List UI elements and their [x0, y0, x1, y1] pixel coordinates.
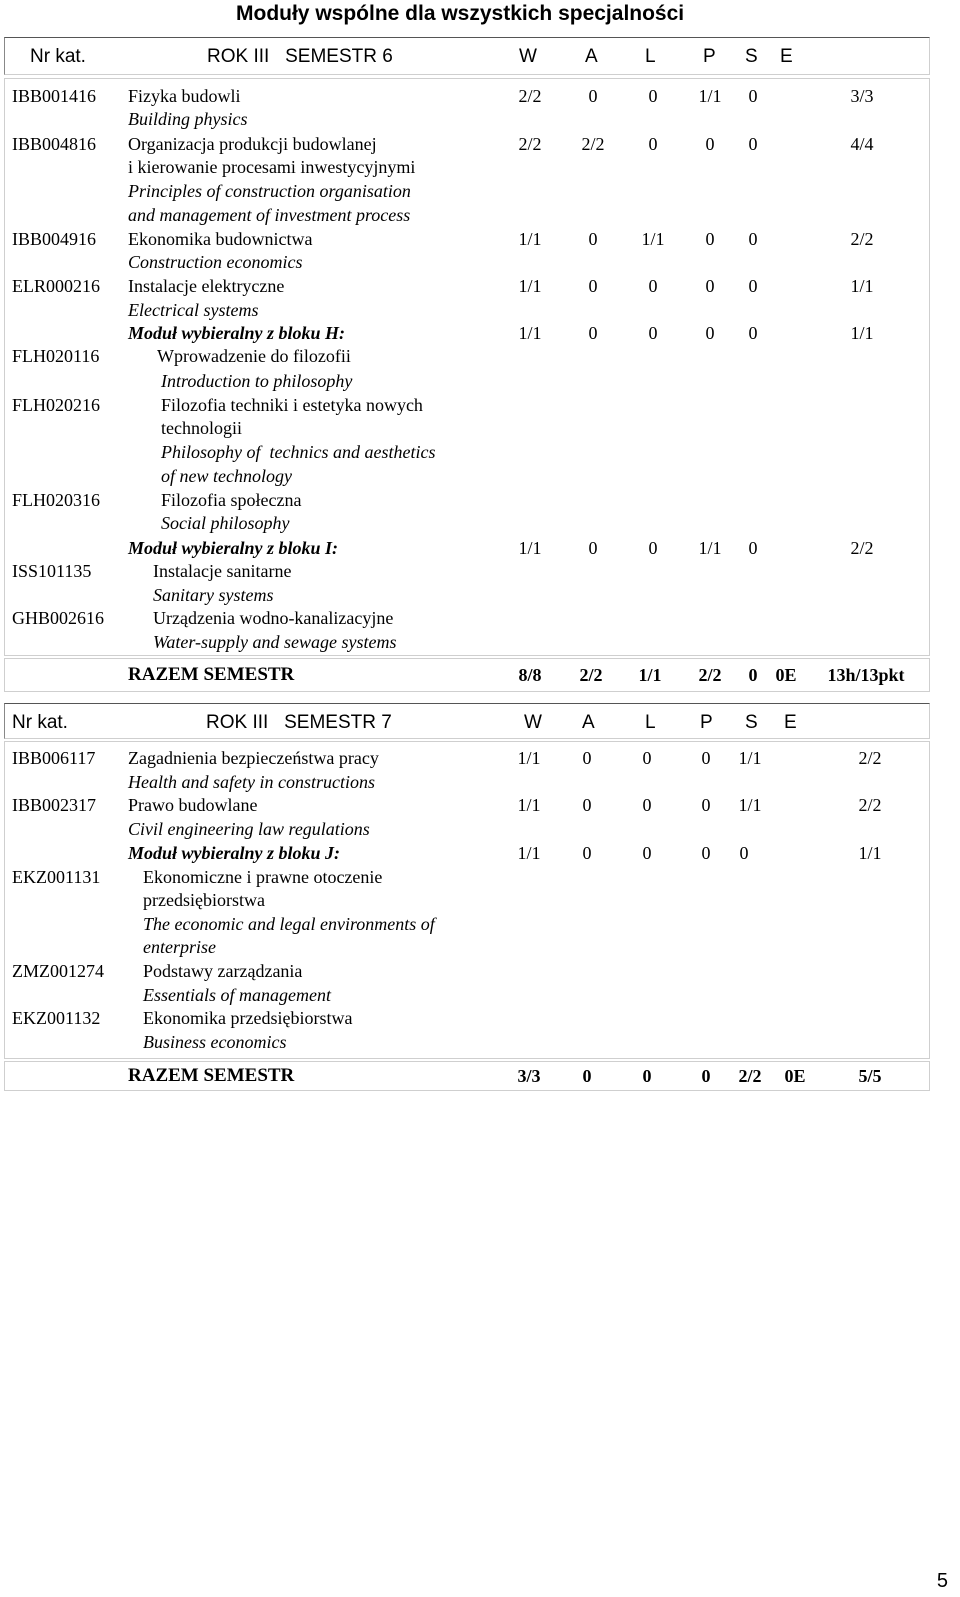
s7-code: EKZ001132: [12, 1008, 101, 1028]
course-title: i kierowanie procesami inwestycyjnymi: [128, 157, 416, 177]
course-title: Ekonomika przedsiębiorstwa: [143, 1008, 353, 1028]
s6-code: FLH020216: [12, 395, 101, 415]
value-a: 0: [582, 748, 592, 768]
s6-code: ELR000216: [12, 276, 100, 296]
s6-header-s: S: [745, 46, 758, 67]
s7-header-semester: ROK III SEMESTR 7: [206, 712, 392, 733]
value-p: 0: [705, 229, 715, 249]
course-title: Podstawy zarządzania: [143, 961, 303, 981]
value-a: 0: [582, 795, 592, 815]
course-title-en: Civil engineering law regulations: [128, 819, 370, 839]
total-label: RAZEM SEMESTR: [128, 664, 295, 685]
total-e: 0E: [784, 1066, 806, 1086]
value-w: 1/1: [517, 748, 541, 768]
value-a: 0: [588, 86, 598, 106]
value-s: 0: [748, 229, 758, 249]
s6-header-e: E: [780, 46, 793, 67]
course-title-en: Sanitary systems: [153, 585, 274, 605]
value-a: 0: [588, 323, 598, 343]
course-title-en: and management of investment process: [128, 205, 411, 225]
value-a: 0: [588, 229, 598, 249]
value-p: 0: [701, 843, 711, 863]
course-title: Filozofia techniki i estetyka nowych: [161, 395, 423, 415]
s6-code: IBB004816: [12, 134, 97, 154]
course-title-en: Principles of construction organisation: [128, 181, 411, 201]
value-a: 0: [588, 538, 598, 558]
value-ects: 2/2: [858, 795, 882, 815]
course-title-en: Water-supply and sewage systems: [153, 632, 397, 652]
value-l: 0: [648, 538, 658, 558]
total-e: 0E: [775, 665, 797, 685]
s7-header-w: W: [524, 712, 542, 733]
page-title: Moduły wspólne dla wszystkich specjalności: [236, 2, 685, 25]
value-w: 1/1: [518, 538, 542, 558]
value-l: 0: [642, 795, 652, 815]
s7-header-p: P: [700, 712, 713, 733]
s6-header-semester: ROK III SEMESTR 6: [207, 46, 393, 67]
course-title: przedsiębiorstwa: [143, 890, 265, 910]
total-p: 2/2: [698, 665, 722, 685]
s7-code: IBB006117: [12, 748, 96, 768]
total-label: RAZEM SEMESTR: [128, 1065, 295, 1086]
value-ects: 3/3: [850, 86, 874, 106]
s6-header-w: W: [519, 46, 537, 67]
total-l: 0: [642, 1066, 652, 1086]
value-s: 0: [748, 134, 758, 154]
course-title: Filozofia społeczna: [161, 490, 302, 510]
s6-header-nrkat: Nr kat.: [30, 46, 86, 67]
course-title: Urządzenia wodno-kanalizacyjne: [153, 608, 394, 628]
value-p: 0: [701, 748, 711, 768]
elective-block-heading: Moduł wybieralny z bloku H:: [128, 323, 346, 343]
course-title: technologii: [161, 418, 242, 438]
s6-code: FLH020116: [12, 346, 100, 366]
value-p: 0: [701, 795, 711, 815]
course-title-en: Building physics: [128, 109, 248, 129]
value-s: 0: [748, 323, 758, 343]
course-title: Wprowadzenie do filozofii: [157, 346, 351, 366]
value-s: 0: [748, 276, 758, 296]
value-ects: 1/1: [858, 843, 882, 863]
course-title-en: enterprise: [143, 937, 216, 957]
course-title: Ekonomiczne i prawne otoczenie: [143, 867, 383, 887]
value-w: 1/1: [517, 843, 541, 863]
total-s: 2/2: [738, 1066, 762, 1086]
value-l: 0: [648, 86, 658, 106]
s6-code: FLH020316: [12, 490, 101, 510]
s6-header-p: P: [703, 46, 716, 67]
course-title: Ekonomika budownictwa: [128, 229, 313, 249]
total-p: 0: [701, 1066, 711, 1086]
value-s: 0: [748, 86, 758, 106]
total-l: 1/1: [638, 665, 662, 685]
value-a: 0: [588, 276, 598, 296]
course-title-en: Electrical systems: [128, 300, 259, 320]
s7-code: EKZ001131: [12, 867, 101, 887]
s7-code: IBB002317: [12, 795, 97, 815]
course-title-en: Introduction to philosophy: [161, 371, 353, 391]
value-w: 2/2: [518, 86, 542, 106]
course-title-en: Philosophy of technics and aesthetics: [161, 442, 436, 462]
value-ects: 2/2: [858, 748, 882, 768]
value-ects: 1/1: [850, 323, 874, 343]
course-title-en: of new technology: [161, 466, 292, 486]
value-w: 1/1: [518, 323, 542, 343]
value-l: 1/1: [641, 229, 665, 249]
total-a: 2/2: [579, 665, 603, 685]
s6-code: GHB002616: [12, 608, 105, 628]
s7-header-s: S: [745, 712, 758, 733]
s7-header-l: L: [645, 712, 656, 733]
total-ects: 5/5: [858, 1066, 882, 1086]
total-a: 0: [582, 1066, 592, 1086]
value-ects: 1/1: [850, 276, 874, 296]
elective-block-heading: Moduł wybieralny z bloku I:: [128, 538, 339, 558]
value-l: 0: [648, 134, 658, 154]
value-ects: 2/2: [850, 229, 874, 249]
s7-header-a: A: [582, 712, 595, 733]
course-title: Prawo budowlane: [128, 795, 258, 815]
value-ects: 4/4: [850, 134, 874, 154]
value-l: 0: [648, 276, 658, 296]
course-title-en: Health and safety in constructions: [128, 772, 375, 792]
s7-header-e: E: [784, 712, 797, 733]
s6-code: ISS101135: [12, 561, 92, 581]
page-number: 5: [936, 1570, 948, 1592]
course-title-en: Essentials of management: [143, 985, 331, 1005]
value-l: 0: [642, 843, 652, 863]
s6-header-a: A: [585, 46, 598, 67]
value-l: 0: [648, 323, 658, 343]
value-p: 1/1: [698, 538, 722, 558]
value-p: 0: [705, 323, 715, 343]
value-p: 1/1: [698, 86, 722, 106]
total-w: 3/3: [517, 1066, 541, 1086]
value-a: 2/2: [581, 134, 605, 154]
elective-block-heading: Moduł wybieralny z bloku J:: [128, 843, 341, 863]
course-title: Zagadnienia bezpieczeństwa pracy: [128, 748, 379, 768]
value-ects: 2/2: [850, 538, 874, 558]
value-w: 1/1: [517, 795, 541, 815]
total-ects: 13h/13pkt: [827, 665, 905, 685]
s6-header-l: L: [645, 46, 656, 67]
course-title: Instalacje sanitarne: [153, 561, 292, 581]
s6-code: IBB001416: [12, 86, 97, 106]
value-a: 0: [582, 843, 592, 863]
value-l: 0: [642, 748, 652, 768]
course-title-en: Business economics: [143, 1032, 287, 1052]
course-title-en: The economic and legal environments of: [143, 914, 435, 934]
value-p: 0: [705, 134, 715, 154]
value-s: 1/1: [738, 795, 762, 815]
value-w: 2/2: [518, 134, 542, 154]
course-title-en: Social philosophy: [161, 513, 290, 533]
s7-code: ZMZ001274: [12, 961, 104, 981]
value-s: 0: [748, 538, 758, 558]
value-w: 1/1: [518, 229, 542, 249]
s7-header-nrkat: Nr kat.: [12, 712, 68, 733]
total-s: 0: [748, 665, 758, 685]
total-w: 8/8: [518, 665, 542, 685]
value-w: 1/1: [518, 276, 542, 296]
s6-code: IBB004916: [12, 229, 97, 249]
course-title: Fizyka budowli: [128, 86, 241, 106]
course-title: Instalacje elektryczne: [128, 276, 285, 296]
course-title: Organizacja produkcji budowlanej: [128, 134, 377, 154]
value-s: 0: [739, 843, 749, 863]
value-s: 1/1: [738, 748, 762, 768]
course-title-en: Construction economics: [128, 252, 303, 272]
value-p: 0: [705, 276, 715, 296]
